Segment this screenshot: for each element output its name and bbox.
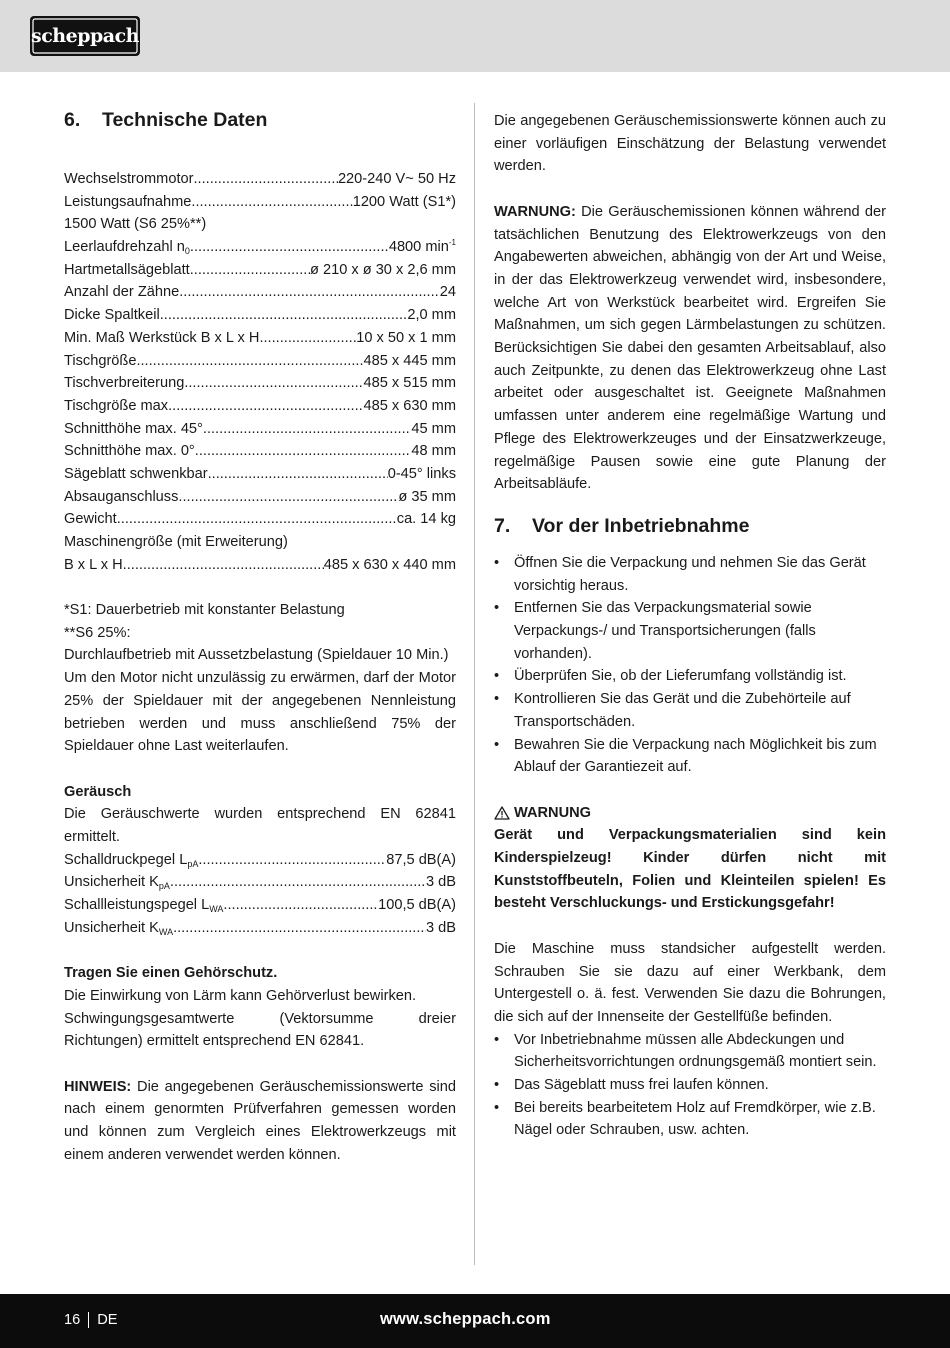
spec-value-text: 220-240 V~ 50 Hz	[337, 171, 456, 187]
spec-label-text: Anzahl der Zähne	[64, 284, 180, 301]
spec-value	[364, 372, 456, 395]
noise-value: 87,5 dB(A)	[386, 851, 456, 868]
spec-value	[324, 554, 456, 577]
warning-triangle-icon	[494, 806, 510, 820]
spec-label-text: Tischverbreiterung	[64, 375, 185, 392]
spec-label	[64, 259, 190, 282]
spec-row	[64, 259, 456, 282]
spec-value-text: 485 x 515 mm	[363, 375, 456, 392]
spec-value-text: 485 x 630 x 440 mm	[323, 556, 456, 573]
note-s1: *S1: Dauerbetrieb mit konstanter Belastung	[64, 602, 345, 619]
leader-dots	[259, 327, 356, 350]
spec-row	[64, 350, 456, 373]
note-s6-text: Durchlaufbetrieb mit Aussetzbelastung (Spieldauer 10 Min.)	[64, 647, 449, 664]
spec-row	[64, 236, 456, 259]
spec-row	[64, 395, 456, 418]
page-indicator	[64, 1309, 118, 1331]
noise-label-text: Schalldruckpegel L	[64, 851, 188, 868]
spec-label-text: Absauganschluss	[64, 488, 179, 505]
left-column	[64, 108, 456, 1167]
spec-list	[64, 168, 456, 576]
page-header	[0, 0, 950, 72]
warning-block-body: Gerät und Verpackungsmaterialien sind kein Kinderspielzeug! Kinder dürfen nicht mit Kunststoffbeuteln, Folien und Kleinteilen spielen! Es besteht Verschluckungs- und Erstickungsgefahr!	[494, 827, 886, 912]
leader-dots	[172, 395, 363, 418]
noise-row	[64, 871, 456, 894]
leader-dots	[190, 259, 310, 282]
spec-row	[64, 372, 456, 395]
spec-label	[64, 463, 208, 486]
warning-heading-text: WARNUNG	[514, 804, 592, 821]
leader-dots	[223, 894, 378, 917]
spec-value	[411, 418, 456, 441]
noise-value: 3 dB	[425, 874, 456, 891]
spec-label-text: Dicke Spaltkeil	[64, 307, 160, 324]
spec-row	[64, 440, 456, 463]
hint-text: Die angegebenen Geräuschemissionswerte sind nach einem genormten Prüfverfahren gemessen worden und können zum Vergleich eines Elektrowerkzeugs mit einem anderen verwendet werden können.	[64, 1078, 456, 1163]
spec-value	[389, 236, 456, 259]
spec-value	[407, 304, 456, 327]
leader-dots	[123, 554, 324, 577]
spec-superscript: -1	[448, 238, 456, 248]
noise-label-text: Unsicherheit K	[64, 919, 159, 936]
page-footer	[0, 1294, 950, 1348]
noise-values	[64, 849, 456, 940]
noise-label-text: Schallleistungspegel L	[64, 897, 210, 914]
spec-value	[398, 486, 456, 509]
spec-label	[64, 554, 123, 577]
noise-row	[64, 917, 456, 940]
spec-row	[64, 327, 456, 350]
spec-row	[64, 486, 456, 509]
setup-text: Die Maschine muss standsicher aufgestellt werden. Schrauben Sie sie dazu auf einer Werkbank, dem Untergestell o. ä. fest. Verwenden Sie dazu die Bohrungen, die sich auf der Innenseite der Gestellfüße befinden.	[494, 940, 886, 1025]
section-heading-before-startup	[494, 514, 886, 538]
warning-block-heading	[494, 802, 886, 825]
spec-value	[397, 508, 456, 531]
startup-step-item: • Bewahren Sie die Verpackung nach Möglichkeit bis zum Ablauf der Garantiezeit auf.	[494, 734, 886, 779]
section-heading-technical-data	[64, 108, 456, 132]
column-divider	[474, 103, 475, 1265]
noise-label	[64, 849, 198, 872]
startup-step-item: • Entfernen Sie das Verpackungsmaterial sowie Verpackungs-/ und Transportsicherungen (falls vorhanden).	[494, 597, 886, 665]
hearing-text-1: Die Einwirkung von Lärm kann Gehörverlust bewirken.	[64, 987, 417, 1004]
spec-value-text: 485 x 630 mm	[363, 397, 456, 414]
spec-value-text: 485 x 445 mm	[363, 352, 456, 369]
warning-paragraph	[494, 201, 886, 496]
noise-row	[64, 849, 456, 872]
startup-check-item: • Das Sägeblatt muss frei laufen können.	[494, 1074, 886, 1097]
footer-url: www.scheppach.com	[380, 1310, 551, 1328]
spec-row	[64, 463, 456, 486]
spec-row	[64, 304, 456, 327]
noise-label	[64, 871, 170, 894]
page-number: 16	[64, 1312, 81, 1328]
spec-label	[64, 236, 190, 259]
hint-label: HINWEIS:	[64, 1078, 132, 1095]
spec-label-text: Gewicht	[64, 511, 117, 528]
leader-dots	[160, 304, 408, 327]
spec-value	[353, 191, 456, 214]
leader-dots	[198, 849, 386, 872]
leader-dots	[193, 168, 337, 191]
spec-value	[310, 259, 456, 282]
spec-value-text: 2,0 mm	[407, 307, 456, 324]
leader-dots	[191, 191, 352, 214]
spec-row	[64, 281, 456, 304]
spec-value	[364, 350, 456, 373]
spec-value	[338, 168, 456, 191]
spec-row	[64, 168, 456, 191]
spec-label	[64, 168, 193, 191]
spec-label-text: Schnitthöhe max. 0°	[64, 443, 195, 460]
spec-value-text: 4800 min	[388, 239, 449, 256]
spec-value	[440, 281, 456, 304]
leader-dots	[208, 463, 388, 486]
spec-label	[64, 440, 195, 463]
emission-intro: Die angegebenen Geräuschemissionswerte können auch zu einer vorläufigen Einschätzung der Belastung verwendet werden.	[494, 113, 886, 175]
spec-label	[64, 304, 160, 327]
startup-step-item: • Überprüfen Sie, ob der Lieferumfang vollständig ist.	[494, 665, 886, 688]
spec-label-text: Min. Maß Werkstück B x L x H	[64, 329, 260, 346]
leader-dots	[173, 917, 426, 940]
right-column	[494, 110, 886, 1142]
noise-label	[64, 917, 173, 940]
spec-label-text: Hartmetallsägeblatt	[64, 261, 190, 278]
spec-row	[64, 191, 456, 214]
startup-check-item: • Vor Inbetriebnahme müssen alle Abdeckungen und Sicherheitsvorrichtungen ordnungsgemäß montiert sein.	[494, 1029, 886, 1074]
note-motor: Um den Motor nicht unzulässig zu erwärmen, darf der Motor 25% der Spieldauer mit der angegebenen Nennleistung betrieben werden und muss anschließend 75% der Spieldauer ohne Last weiterlaufen.	[64, 670, 456, 755]
spec-value	[356, 327, 456, 350]
spec-value-text: 24	[439, 284, 456, 301]
noise-value: 100,5 dB(A)	[378, 897, 456, 914]
leader-dots	[136, 350, 363, 373]
startup-check-item: • Bei bereits bearbeitetem Holz auf Fremdkörper, wie z.B. Nägel oder Schrauben, usw. achten.	[494, 1097, 886, 1142]
spec-label	[64, 191, 191, 214]
spec-value-text: 1200 Watt (S1*)	[352, 193, 456, 210]
noise-text: Die Geräuschwerte wurden entsprechend EN 62841 ermittelt.	[64, 806, 456, 846]
brand-logo	[30, 16, 140, 56]
startup-checks	[494, 1029, 886, 1143]
spec-label	[64, 281, 179, 304]
spec-label-text: B x L x H	[64, 556, 123, 573]
spec-value-text: 0-45° links	[387, 465, 456, 482]
leader-dots	[190, 236, 389, 259]
spec-line: Maschinengröße (mit Erweiterung)	[64, 534, 288, 550]
leader-dots	[178, 486, 398, 509]
startup-steps	[494, 552, 886, 779]
spec-value-text: 10 x 50 x 1 mm	[356, 329, 456, 346]
spec-label-text: Schnitthöhe max. 45°	[64, 420, 203, 437]
page-language: DE	[97, 1312, 118, 1328]
logo-text: scheppach	[31, 25, 139, 47]
spec-label	[64, 350, 136, 373]
section-title: Technische Daten	[102, 109, 268, 131]
spec-label-text: Wechselstrommotor	[64, 171, 194, 187]
noise-subscript: pA	[187, 858, 199, 869]
section-number: 7.	[494, 514, 511, 537]
leader-dots	[179, 281, 440, 304]
spec-label	[64, 372, 184, 395]
noise-row	[64, 894, 456, 917]
leader-dots	[117, 508, 397, 531]
noise-subscript: WA	[209, 904, 224, 915]
footer-separator	[88, 1312, 89, 1328]
spec-label	[64, 327, 259, 350]
leader-dots	[170, 871, 426, 894]
spec-row	[64, 554, 456, 577]
noise-subscript: pA	[158, 881, 170, 892]
spec-value-text: 48 mm	[411, 443, 456, 460]
spec-label-text: Leerlaufdrehzahl n	[64, 239, 185, 256]
spec-label-text: Tischgröße max.	[64, 397, 173, 414]
leader-dots	[203, 418, 412, 441]
spec-label	[64, 418, 203, 441]
spec-label	[64, 508, 117, 531]
spec-label	[64, 395, 172, 418]
spec-subscript: 0	[184, 246, 190, 257]
warning-label: WARNUNG:	[494, 203, 576, 220]
spec-value-text: 45 mm	[411, 420, 456, 437]
noise-label	[64, 894, 223, 917]
spec-label-text: Tischgröße	[64, 352, 137, 369]
spec-label-text: Sägeblatt schwenkbar	[64, 465, 208, 482]
noise-heading: Geräusch	[64, 783, 132, 800]
hearing-text-2: Schwingungsgesamtwerte (Vektorsumme dreier Richtungen) ermittelt entsprechend EN 62841.	[64, 1010, 456, 1050]
noise-label-text: Unsicherheit K	[64, 874, 159, 891]
hint-paragraph	[64, 1076, 456, 1167]
note-s6: **S6 25%:	[64, 624, 131, 641]
spec-label	[64, 486, 178, 509]
spec-value-text: ø 35 mm	[398, 488, 456, 505]
leader-dots	[184, 372, 363, 395]
hearing-heading: Tragen Sie einen Gehörschutz.	[64, 965, 278, 982]
spec-label-text: Leistungsaufnahme	[64, 193, 192, 210]
spec-value	[411, 440, 456, 463]
spec-value-text: ø 210 x ø 30 x 2,6 mm	[310, 261, 456, 278]
noise-value: 3 dB	[425, 919, 456, 936]
spec-value	[364, 395, 456, 418]
spec-value	[388, 463, 456, 486]
warning-text: Die Geräuschemissionen können während der tatsächlichen Benutzung des Elektrowerkzeugs von den Angabewerten abweichen, abhängig von der Art und Weise, in der das Elektrowerkzeug verwendet wird, insbesondere, welche Art von Werkstück bearbeitet wird. Ergreifen Sie Maßnahmen, um sich gegen Lärmbelastungen zu schützen. Berücksichtigen Sie dabei den gesamten Arbeitsablauf, also auch Zeitpunkte, zu denen das Elektrowerkzeug ohne Last arbeitet oder ausgeschaltet ist. Geeignete Maßnahmen umfassen unter anderem eine regelmäßige Wartung und Pflege des Elektrowerkzeuges und der Einsatzwerkzeuge, regelmäßige Pausen sowie eine gute Planung der Arbeitsabläufe.	[494, 203, 886, 493]
spec-line: 1500 Watt (S6 25%**)	[64, 216, 207, 233]
section-number: 6.	[64, 109, 81, 131]
spec-value-text: ca. 14 kg	[396, 511, 456, 528]
startup-step-item: • Öffnen Sie die Verpackung und nehmen Sie das Gerät vorsichtig heraus.	[494, 552, 886, 597]
startup-step-item: • Kontrollieren Sie das Gerät und die Zubehörteile auf Transportschäden.	[494, 688, 886, 733]
spec-row	[64, 418, 456, 441]
noise-subscript: WA	[158, 926, 174, 937]
section-title: Vor der Inbetriebnahme	[532, 514, 750, 537]
spec-row	[64, 508, 456, 531]
leader-dots	[195, 440, 412, 463]
